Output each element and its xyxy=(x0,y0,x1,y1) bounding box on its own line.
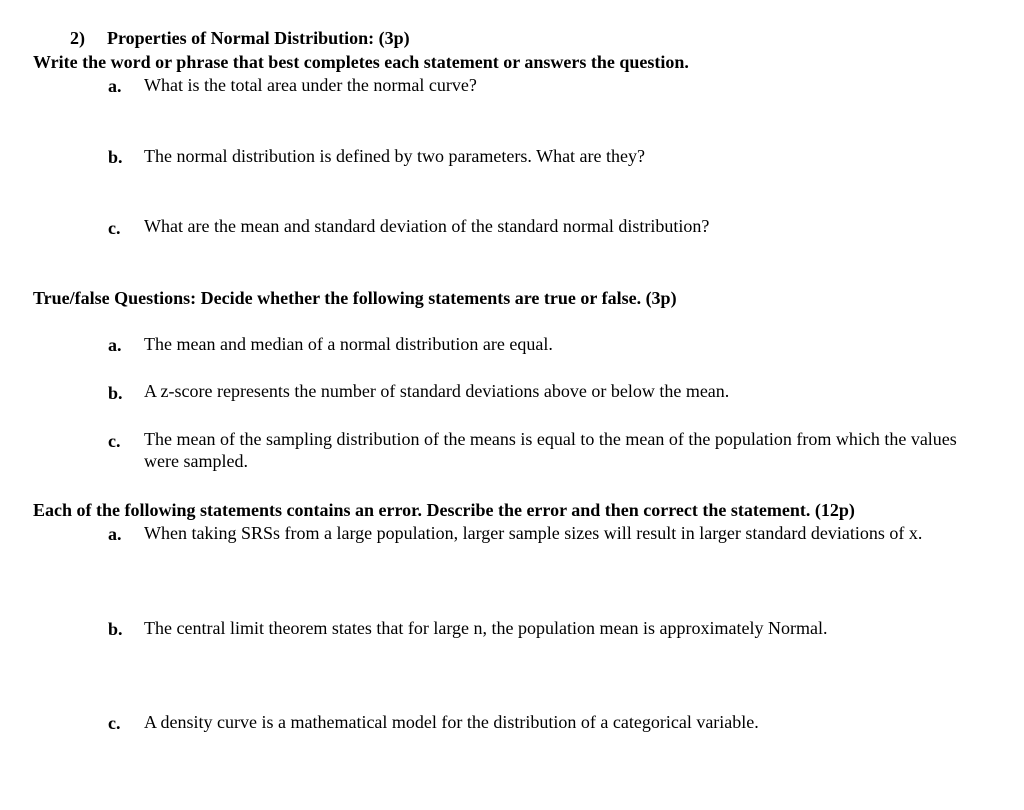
item-text: When taking SRSs from a large population, larger sample sizes will result in larger standard deviations of x. xyxy=(144,523,923,543)
item-letter: c. xyxy=(108,218,121,238)
item-text: The central limit theorem states that for large n, the population mean is approximately Normal. xyxy=(144,618,828,638)
part2-heading: True/false Questions: Decide whether the following statements are true or false. (3p) xyxy=(33,288,677,308)
item-text: The mean and median of a normal distribution are equal. xyxy=(144,334,553,354)
item-text: A z-score represents the number of standard deviations above or below the mean. xyxy=(144,381,730,401)
item-letter: b. xyxy=(108,383,123,403)
section-title: Properties of Normal Distribution: (3p) xyxy=(107,28,410,48)
item-text: What are the mean and standard deviation of the standard normal distribution? xyxy=(144,216,710,236)
item-letter: c. xyxy=(108,431,121,451)
part1-instruction: Write the word or phrase that best completes each statement or answers the question. xyxy=(33,52,689,72)
item-text: What is the total area under the normal curve? xyxy=(144,75,477,95)
item-letter: a. xyxy=(108,76,122,96)
item-text: The mean of the sampling distribution of the means is equal to the mean of the population from which the values were sampled. xyxy=(144,429,957,471)
item-letter: b. xyxy=(108,147,123,167)
item-letter: a. xyxy=(108,335,122,355)
item-letter: c. xyxy=(108,713,121,733)
item-letter: a. xyxy=(108,524,122,544)
item-text: The normal distribution is defined by two parameters. What are they? xyxy=(144,146,646,166)
section-number: 2) xyxy=(70,28,85,48)
item-text: A density curve is a mathematical model for the distribution of a categorical variable. xyxy=(144,712,759,732)
item-letter: b. xyxy=(108,619,123,639)
part3-heading: Each of the following statements contains an error. Describe the error and then correct the statement. (12p) xyxy=(33,500,855,520)
